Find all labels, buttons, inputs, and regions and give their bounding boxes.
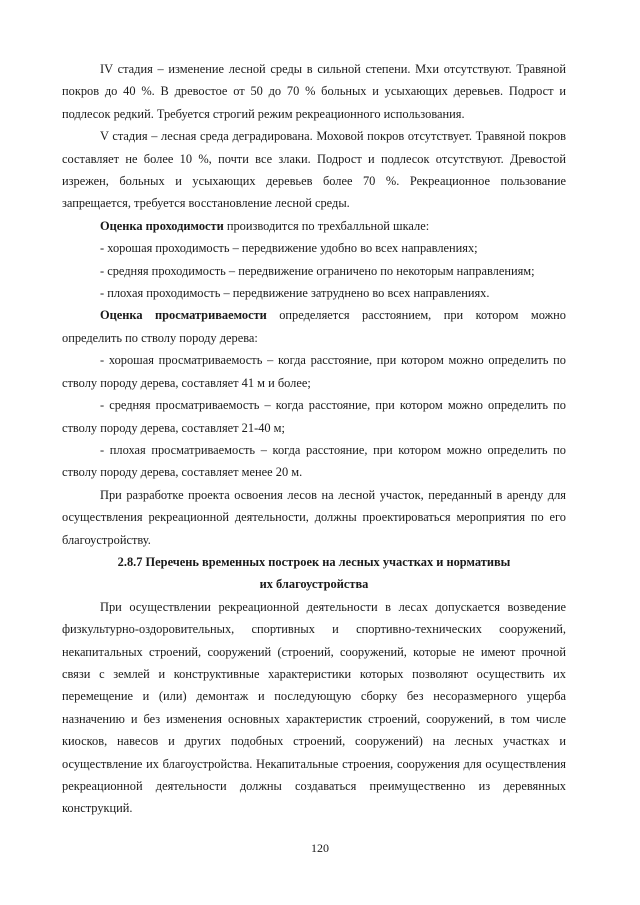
document-page — [62, 58, 566, 820]
paragraph-stage-4: IV стадия – изменение лесной среды в сильной степени. Мхи отсутствуют. Травяной покров до 40 %. В древостое от 50 до 70 % больных и усыхающих деревьев. Подрост и подлесок редкий. Требуется строгий режим рекреационного использования. — [62, 62, 566, 121]
passability-good: - хорошая проходимость – передвижение удобно во всех направлениях; — [100, 241, 478, 256]
paragraph-passability — [62, 215, 566, 237]
paragraph-visibility — [62, 304, 566, 349]
visibility-poor: - плохая просматриваемость – когда расстояние, при котором можно определить по стволу породу дерева, составляет менее 20 м. — [62, 442, 566, 480]
visibility-good: - хорошая просматриваемость – когда расстояние, при котором можно определить по стволу породу дерева, составляет 41 м и более; — [62, 353, 566, 390]
section-heading-line-1: 2.8.7 Перечень временных построек на лесных участках и нормативы — [117, 554, 511, 569]
passability-text: производится по трехбалльной шкале: — [223, 218, 430, 233]
passability-title: Оценка проходимости — [100, 218, 224, 233]
paragraph-stage-5: V стадия – лесная среда деградирована. Моховой покров отсутствует. Травяной покров составляет не более 10 %, почти все злаки. Подрост и подлесок отсутствуют. Древостой изрежен, больных и усыхающих деревьев более 70 %. Рекреационное пользование запрещается, требуется восстановление лесной среды. — [62, 129, 566, 211]
section-heading-line-2: их благоустройства — [259, 577, 369, 592]
visibility-medium: - средняя просматриваемость – когда расстояние, при котором можно определить по стволу породу дерева, составляет 21-40 м; — [62, 398, 566, 435]
paragraph-development: При разработке проекта освоения лесов на лесной участок, переданный в аренду для осуществления рекреационной деятельности, должны проектироваться мероприятия по его благоустройству. — [62, 487, 566, 547]
visibility-text: определяется расстоянием, при котором можно определить по стволу породу дерева: — [62, 308, 566, 345]
paragraph-section-body: При осуществлении рекреационной деятельности в лесах допускается возведение физкультурно-оздоровительных, спортивных и спортивно-технических сооружений, некапитальных строений, сооружений (строений, сооружений, которые не имеют прочной связи с землей и конструктивные характеристики которых позволяют осуществить их перемещение и (или) демонтаж и последующую сборку без несоразмерного ущерба назначению и без изменения основных характеристик строений, сооружений, в том числе киосков, навесов и других подобных строений, сооружений) на лесных участках и осуществление их благоустройства. Некапитальные строения, сооружения для осуществления рекреационной деятельности должны создаваться преимущественно из деревянных конструкций. — [62, 599, 566, 816]
passability-poor: - плохая проходимость – передвижение затруднено во всех направлениях. — [100, 286, 490, 301]
passability-medium: - средняя проходимость – передвижение ограничено по некоторым направлениям; — [100, 263, 535, 278]
visibility-title: Оценка просматриваемости — [100, 308, 267, 323]
page-number: 120 — [311, 841, 329, 855]
